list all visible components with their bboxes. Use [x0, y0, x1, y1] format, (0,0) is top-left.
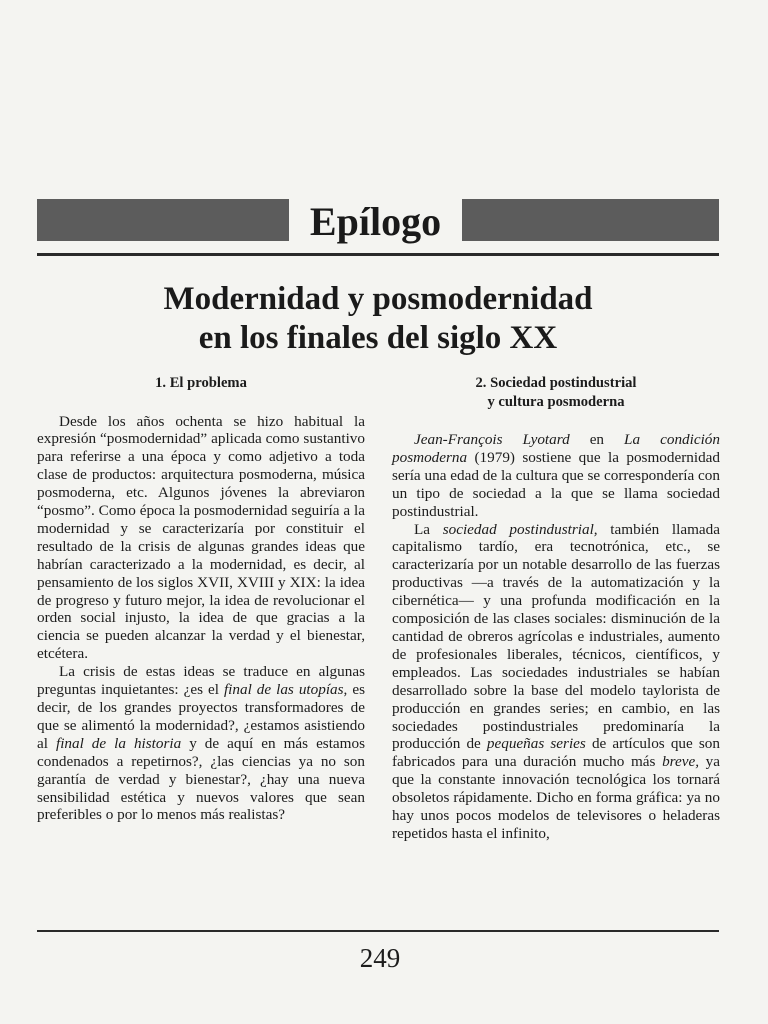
right-p2-text-g: ya que la constante innovación tecnológica los tornará obsoletos rápidamente. Dicho en forma gráfica: ya no hay unos pocos modelos de televisores o heladeras repetidos hasta el infinito, [392, 753, 720, 842]
right-p2-italic-2: pequeñas series [486, 735, 586, 753]
right-p2-text-c: también llamada capitalismo tardío, era tecnotrónica, etc., se caracterizaría por un notable desarrollo de las fuerzas productivas —a través de la automatización y la cibernética— y una profunda modificación en la composición de las clases sociales: disminución de la cantidad de obreros agrícolas e industriales, aumento de profesionales liberales, técnicos, científicos, y empleados. Las sociedades industriales se habían desarrollado sobre la base del modelo taylorista de producción en grandes series; en cambio, en las sociedades postindustriales predominaría la producción de [392, 520, 720, 753]
right-p2-italic-1: sociedad postindustrial, [442, 520, 598, 538]
right-p1-text-b: en [569, 431, 625, 448]
left-p2-text-a: La crisis de estas ideas se traduce en algunas preguntas inquietantes: ¿es el [37, 663, 365, 699]
title-line-2: en los finales del siglo XX [198, 320, 558, 356]
right-p2-italic-3: breve, [662, 753, 700, 771]
left-column [37, 374, 365, 824]
left-p2-text-c: , es decir, de los grandes proyectos transformadores de que se alimentó la modernidad?, ¿estamos asistiendo al [37, 681, 365, 752]
right-p1-book-title: La condición posmoderna [392, 431, 720, 466]
top-rule [37, 253, 719, 256]
left-p2-text-e: y de aquí en más estamos condenados a repetirnos?, ¿las ciencias ya no son garantía de verdad y bienestar?, ¿hay una nueva sensibilidad estética y nuevos valores que sean preferibles o por lo menos más realistas? [37, 734, 365, 824]
section-heading-1: 1. El problema [155, 375, 247, 391]
chapter-band-left [37, 199, 289, 241]
left-p2-italic-1: final de las utopías [223, 681, 344, 699]
title-line-1: Modernidad y posmodernidad [163, 281, 593, 317]
left-paragraph-2 [37, 663, 365, 824]
bottom-rule [37, 930, 719, 932]
right-p2-text-a: La [414, 520, 443, 538]
right-p1-author: Jean-François Lyotard [414, 431, 570, 448]
right-column [392, 374, 720, 843]
chapter-band-right [462, 199, 719, 241]
right-paragraph-2 [392, 521, 720, 843]
section-heading-2 [392, 374, 720, 411]
page-title [37, 280, 719, 358]
chapter-title: Epílogo [309, 199, 442, 244]
left-paragraph-1: Desde los años ochenta se hizo habitual la expresión “posmodernidad” aplicada como sustantivo para referirse a una época y como adjetivo a toda clase de productos: arquitectura posmoderna, música posmoderna, etc. Algunos jóvenes la abreviaron “posmo”. Como época la posmodernidad seguiría a la modernidad y se caracterizaría por constituir el resultado de la crisis de algunas grandes ideas que habrían caracterizado a la modernidad, es decir, al pensamiento de los siglos XVII, XVIII y XIX: la idea de progreso y futuro mejor, la idea de revolucionar el orden social injusto, la idea de que gracias a la ciencia se pueden alcanzar la verdad y el bienestar, etcétera. [37, 412, 365, 663]
right-p2-text-e: de artículos que son fabricados para una duración mucho más [392, 735, 720, 771]
section-heading-2-line-2: y cultura posmoderna [487, 393, 625, 410]
right-paragraph-1 [392, 431, 720, 521]
section-heading-2-line-1: 2. Sociedad postindustrial [475, 375, 637, 391]
left-p2-italic-2: final de la historia [55, 734, 182, 752]
right-p1-text-d: (1979) sostiene que la posmodernidad sería una edad de la cultura que se correspondería con un tipo de sociedad a la que se llama sociedad postindustrial. [392, 448, 720, 520]
page-number: 249 [359, 943, 401, 973]
